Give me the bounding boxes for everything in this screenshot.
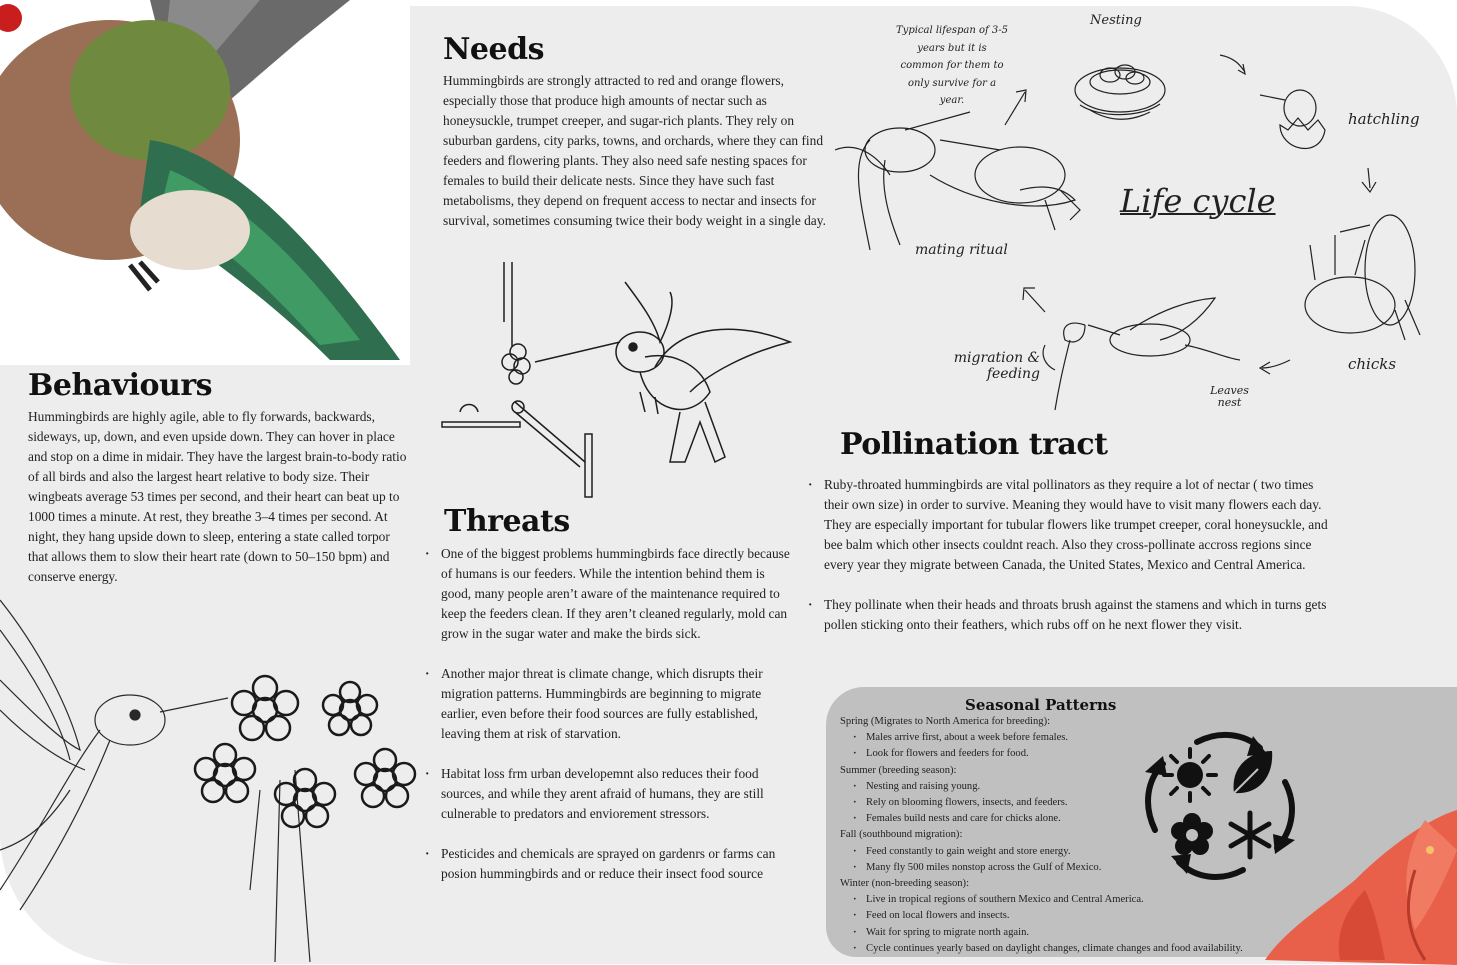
season-item: · Look for flowers and feeders for food. <box>840 746 1243 762</box>
seasonal-title: Seasonal Patterns <box>965 696 1117 714</box>
season-item: · Females build nests and care for chicks alone. <box>840 811 1243 827</box>
season-item: · Rely on blooming flowers, insects, and feeders. <box>840 795 1243 811</box>
pollination-heading: Pollination tract <box>840 427 1108 462</box>
stage-hatchling-label: hatchling <box>1348 110 1420 128</box>
season-item: · Many fly 500 miles nonstop across the Gulf of Mexico. <box>840 860 1243 876</box>
pollination-list <box>808 475 1333 655</box>
pollination-item: · Ruby-throated hummingbirds are vital pollinators as they require a lot of nectar ( two times their own size) in order to survive. Meaning they would have to visit many flowers each day. They are especially important for tubular flowers like trumpet creeper, coral honeysuckle, and bee balm which other insects couldnt reach. Also they cross-pollinate accross regions since every year they migrate between Canada, the United States, Mexico and Central America. <box>808 475 1333 575</box>
leaf-icon <box>1234 751 1273 793</box>
stage-chicks-label: chicks <box>1348 355 1397 373</box>
stage-nesting-label: Nesting <box>1090 13 1142 28</box>
season-item: · Live in tropical regions of southern Mexico and Central America. <box>840 892 1243 908</box>
needs-heading: Needs <box>443 32 544 67</box>
behaviours-text: Hummingbirds are highly agile, able to fly forwards, backwards, sideways, up, down, and even upside down. They can hover in place and stop on a dime in midair. They have the largest brain-to-body ratio of all birds and also the largest heart relative to body size. Their wingbeats average 53 times per second, and their heart can beat up to 1000 times a minute. At rest, they breathe 3–4 times per second. At night, they hang upside down to sleep, entering a state called torpor that allows them to slow their heart rate (down to 50–150 bpm) and conserve energy. <box>28 409 407 584</box>
stage-mating-label: mating ritual <box>915 242 1008 258</box>
season-fall: Fall (southbound migration): <box>840 829 963 841</box>
sun-icon <box>1164 749 1216 801</box>
season-item: · Nesting and raising young. <box>840 779 1243 795</box>
pollination-item: · They pollinate when their heads and throats brush against the stamens and which in turns gets pollen sticking onto their feathers, which rubs off on he next flower they visit. <box>808 595 1333 635</box>
season-item: · Wait for spring to migrate north again. <box>840 925 1243 941</box>
threats-heading: Threats <box>444 504 570 539</box>
season-spring: Spring (Migrates to North America for breeding): <box>840 716 1051 727</box>
season-item: · Feed on local flowers and insects. <box>840 908 1243 924</box>
season-item: · Cycle continues yearly based on daylight changes, climate changes and food availability. <box>840 941 1243 957</box>
threat-item: · Another major threat is climate change, which disrupts their migration patterns. Hummingbirds are beginning to migrate earlier, even before their food sources are fully established, leaving them at risk of starvation. <box>425 664 790 744</box>
stage-leaves-nest-label: Leaves nest <box>1210 384 1249 409</box>
life-cycle-sketches <box>830 0 1440 420</box>
season-item: · Males arrive first, about a week before females. <box>840 730 1243 746</box>
season-item: · Feed constantly to gain weight and store energy. <box>840 844 1243 860</box>
snowflake-icon <box>1231 813 1269 857</box>
lifespan-note: Typical lifespan of 3-5 years but it is common for them to only survive for a year. <box>896 25 1008 106</box>
flower-icon <box>1171 813 1213 855</box>
season-summer: Summer (breeding season): <box>840 764 957 776</box>
season-winter: Winter (non-breeding season): <box>840 878 970 890</box>
feeder-hummingbird-sketch <box>440 262 800 502</box>
hummingbird-photo <box>0 0 410 365</box>
threat-item: · One of the biggest problems hummingbirds face directly because of humans is our feeders. While the intention behind them is good, many people aren’t aware of the maintenance required to keep the feeders clean. If they aren’t cleaned regularly, mold can grow in the sugar water and make the birds sick. <box>425 544 790 644</box>
stage-migration-label: migration & feeding <box>953 350 1040 382</box>
life-cycle-title: Life cycle <box>1120 182 1276 220</box>
threat-item: · Habitat loss frm urban developemnt also reduces their food sources, and while they arent afraid of humans, they are still culnerable to predators and enviorement stressors. <box>425 764 790 824</box>
needs-text: Hummingbirds are strongly attracted to red and orange flowers, especially those that produce high amounts of nectar such as honeysuckle, trumpet creeper, and sugar-rich plants. They rely on suburban gardens, city parks, towns, and orchards, where they can find feeders and flowering plants. They also need safe nesting spaces for females to build their delicate nests. Since they have such fast metabolisms, they depend on frequent access to nectar and insects for survival, sometimes consuming twice their body weight in a single day. <box>443 73 826 228</box>
hummingbird-flowers-sketch <box>0 590 430 962</box>
threat-item: · Pesticides and chemicals are sprayed on gardenrs or farms can posion hummingbirds and or reduce their insect food source <box>425 844 790 884</box>
trumpet-flower-photo <box>1265 810 1457 965</box>
threats-list <box>425 544 790 904</box>
behaviours-heading: Behaviours <box>28 368 213 403</box>
